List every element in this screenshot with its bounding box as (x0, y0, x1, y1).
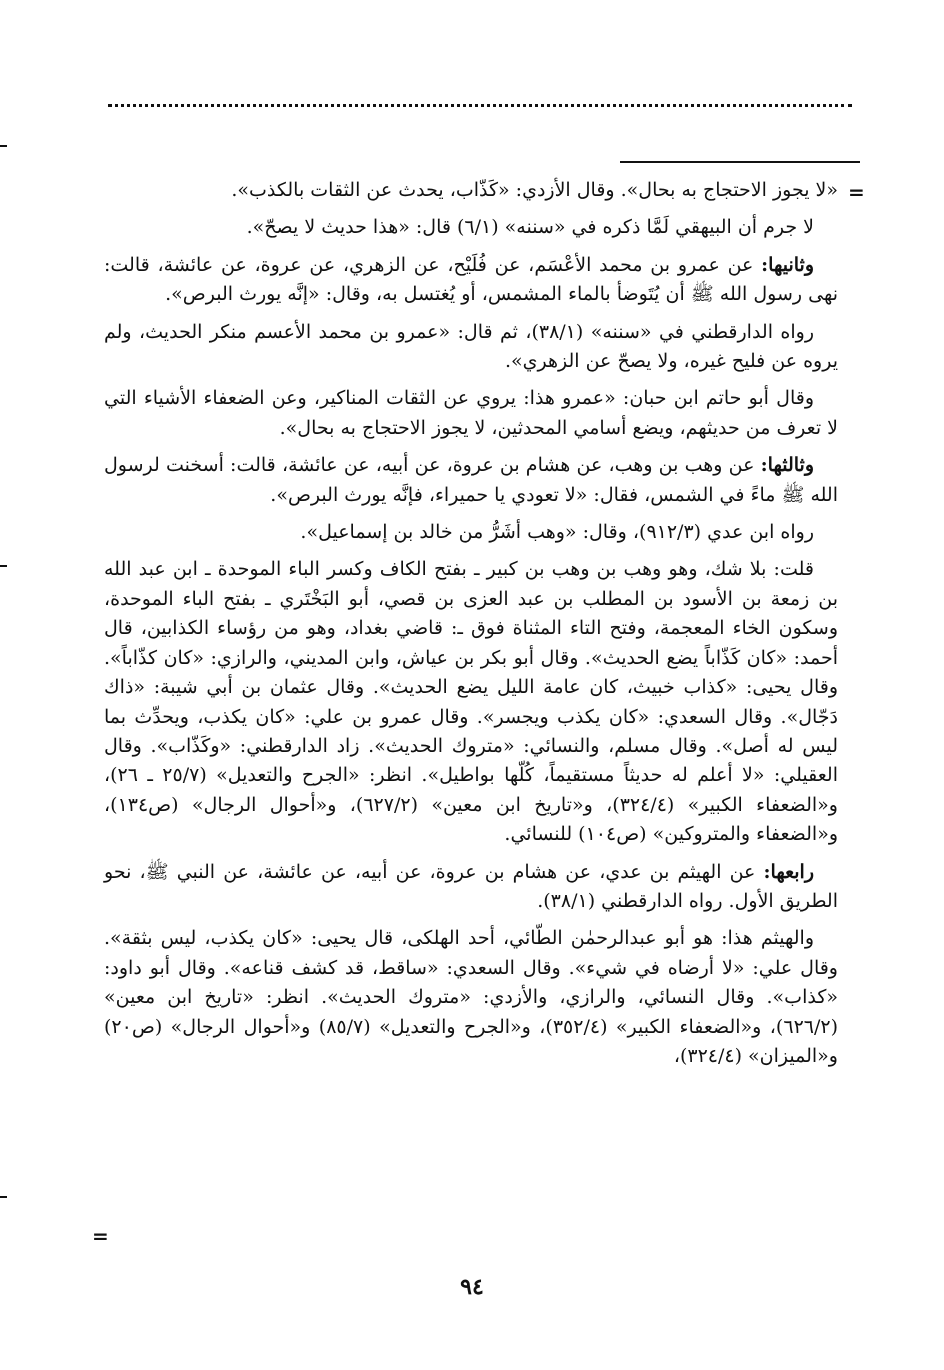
paragraph (104, 518, 838, 547)
margin-tick-mark (0, 565, 7, 567)
page-number: ٩٤ (460, 1274, 484, 1300)
footnote-body (104, 176, 838, 1079)
margin-tick-mark (0, 1196, 7, 1198)
paragraph-text: قلت: بلا شك، وهو وهب بن وهب بن كبير ـ بفتح الكاف وكسر الباء الموحدة ـ ابن عبد الله بن زمعة بن الأسود بن المطلب بن عبد العزى بن قصي، أبو البَخْتَري ـ بفتح الباء الموحدة، وسكون الخاء المعجمة، وفتح التاء المثناة فوق ـ: قاضي بغداد، وهو من رؤساء الكذابين، قال أحمد: «كان كَذّاباً يضع الحديث». وقال أبو بكر بن عياش، وابن المديني، والرازي: «كان كذّاباً». وقال يحيى: «كذاب خبيث، كان عامة الليل يضع الحديث». وقال عثمان بن أبي شيبة: «ذاك دَجّال». وقال السعدي: «كان يكذب ويجسر». وقال عمرو بن علي: «كان يكذب، ويحدِّث بما ليس له أصل». وقال مسلم، والنسائي: «متروك الحديث». زاد الدارقطني: «وكَذّاب». وقال العقيلي: «لا أعلم له حديثاً مستقيماً، كُلّها بواطيل». انظر: «الجرح والتعديل» (٢٥/٧ ـ ٢٦)، و«الضعفاء الكبير» (٣٢٤/٤)، و«تاريخ ابن معين» (٦٢٧/٢)، و«أحوال الرجال» (ص١٣٤)، و«الضعفاء والمتروكين» (ص١٠٤) للنسائي. (104, 558, 838, 846)
header-dotted-rule (108, 104, 852, 107)
paragraph (104, 858, 838, 917)
paragraph (104, 451, 838, 510)
paragraph (104, 176, 838, 205)
paragraph-text: عن الهيثم بن عدي، عن هشام بن عروة، عن أبيه، عن عائشة، عن النبي ﷺ، نحو الطريق الأول. رواه الدارقطني (٣٨/١). (104, 860, 838, 912)
paragraph-text: عن عمرو بن محمد الأعْسَم، عن فُلَيْح، عن الزهري، عن عروة، عن عائشة، قالت: نهى رسول الله ﷺ أن يُتَوضأ بالماء المشمس، أو يُغتسل به، وقال: «إنَّه يورث البرص». (104, 253, 838, 306)
paragraph-lead: وثانيها: (761, 253, 814, 276)
paragraph-text: رواه الدارقطني في «سننه» (٣٨/١)، ثم قال: «عمرو بن محمد الأعسم منكر الحديث، ولم يروه عن فليح غيره، ولا يصحّ عن الزهري». (104, 320, 838, 373)
paragraph-text: عن وهب بن وهب، عن هشام بن عروة، عن أبيه، عن عائشة، قالت: أسخنت لرسول الله ﷺ ماءً في الشمس، فقال: «لا تعودي يا حميراء، فإنَّه يورث البرص». (104, 454, 838, 506)
paragraph (104, 924, 838, 1071)
paragraph (104, 213, 838, 242)
paragraph-text: وقال أبو حاتم ابن حبان: «عمرو هذا: يروي عن الثقات المناكير، وعن الضعفاء الأشياء التي لا تعرف من حديثهم، ويضع أسامي المحدثين، لا يجوز الاحتجاج به بحال». (104, 387, 838, 439)
paragraph (104, 384, 838, 443)
paragraph-text: «لا يجوز الاحتجاج به بحال». وقال الأزدي: «كَذّاب، يحدث عن الثقات بالكذب». (231, 179, 838, 201)
paragraph (104, 318, 838, 377)
paragraph (104, 555, 838, 849)
paragraph (104, 251, 838, 310)
continuation-mark-top: = (848, 180, 865, 204)
paragraph-lead: رابعها: (763, 860, 814, 883)
paragraph-text: رواه ابن عدي (٩١٢/٣)، وقال: «وهب أشَرُّ من خالد بن إسماعيل». (300, 521, 814, 544)
margin-tick-mark (0, 145, 7, 147)
paragraph-text: والهيثم هذا: هو أبو عبدالرحمٰن الطّائي، أحد الهلكى، قال يحيى: «كان يكذب، ليس بثقة». وقال علي: «لا أرضاه في شيء». وقال السعدي: «ساقط، قد كشف قناعه». وقال أبو داود: «كذاب». وقال النسائي، والرازي، والأزدي: «متروك الحديث». انظر: «تاريخ ابن معين» (٦٢٦/٢)، و«الضعفاء الكبير» (٣٥٢/٤)، و«الجرح والتعديل» (٨٥/٧) و«أحوال الرجال» (ص٢٠) و«الميزان» (٣٢٤/٤)، (104, 927, 839, 1067)
continuation-mark-bottom: = (92, 1224, 109, 1248)
paragraph-text: لا جرم أن البيهقي لَمَّا ذكره في «سننه» (٦/١) قال: «هذا حديث لا يصحّ». (246, 216, 814, 239)
paragraph-lead: وثالثها: (760, 454, 814, 477)
footnote-separator-rule (620, 161, 860, 163)
